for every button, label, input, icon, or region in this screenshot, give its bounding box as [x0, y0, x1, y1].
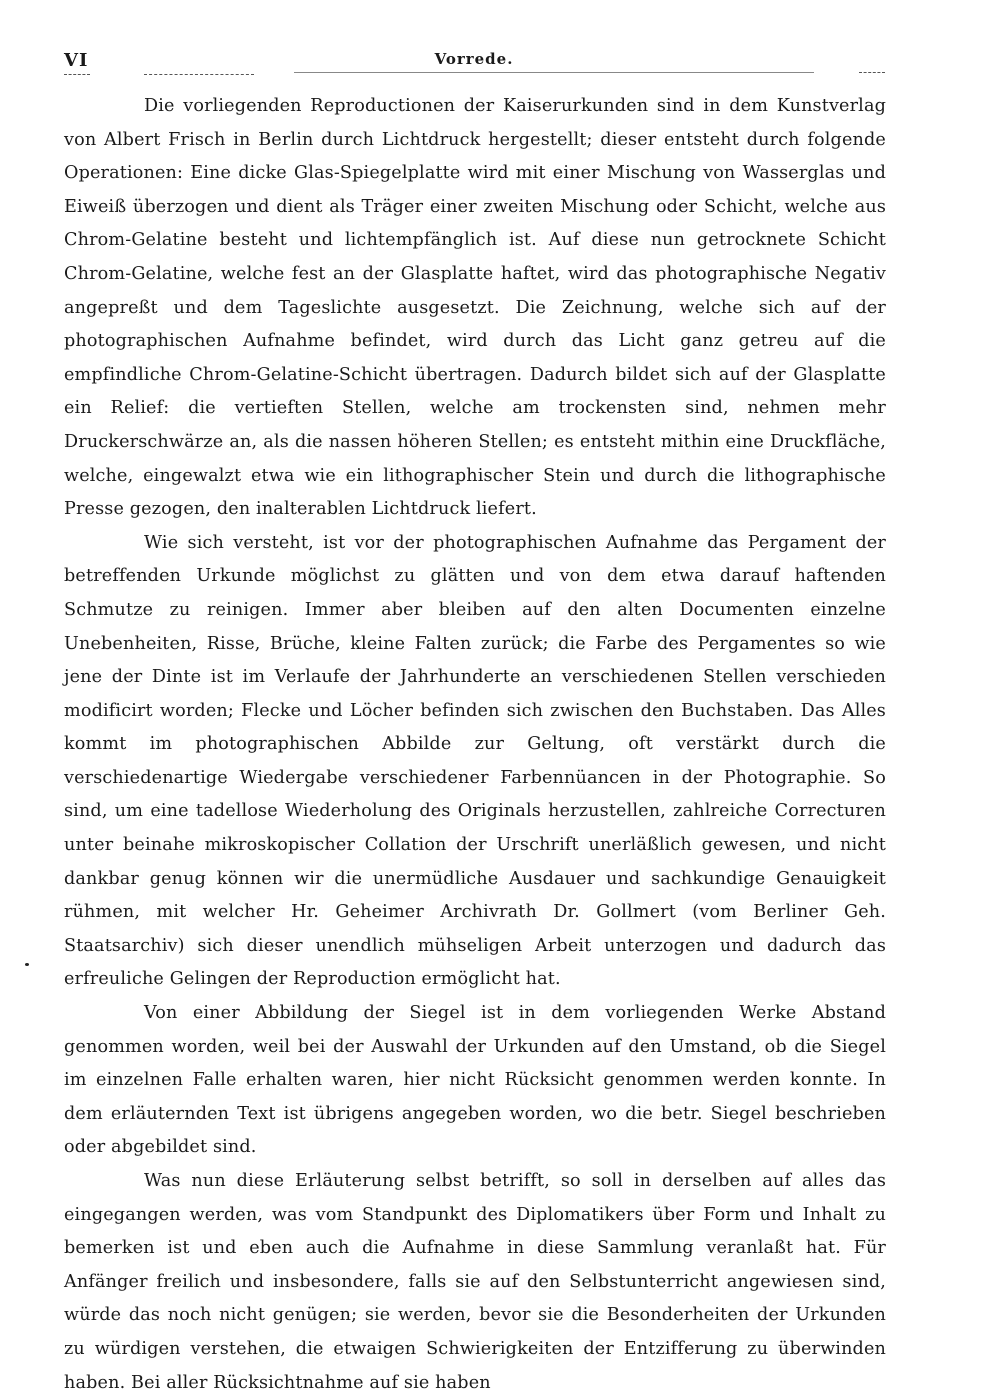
paragraph: Von einer Abbildung der Siegel ist in dem vorliegenden Werke Abstand genommen worden, weil bei der Auswahl der Urkunden auf den Umstand, ob die Siegel im einzelnen Falle erhalten waren, hier nicht Rücksicht genommen werden konnte. In dem erläuternden Text ist übrigens angegeben worden, wo die betr. Siegel beschrieben oder abgebildet sind.: [64, 1003, 886, 1158]
header-rule: [144, 74, 254, 75]
paragraph: Die vorliegenden Reproductionen der Kaiserurkunden sind in dem Kunstverlag von Albert Frisch in Berlin durch Lichtdruck hergestellt; dieser entsteht durch folgende Operationen: Eine dicke Glas-Spiegelplatte wird mit einer Mischung von Wasserglas und Eiweiß überzogen und dient als Träger einer zweiten Mischung oder Schicht, welche aus Chrom-Gelatine besteht und lichtempfänglich ist. Auf diese nun getrocknete Schicht Chrom-Gelatine, welche fest an der Glasplatte haftet, wird das photographische Negativ angepreßt und dem Tageslichte ausgesetzt. Die Zeichnung, welche sich auf der photographischen Aufnahme befindet, wird durch das Licht ganz getreu auf die empfindliche Chrom-Gelatine-Schicht übertragen. Dadurch bildet sich auf der Glasplatte ein Relief: die vertieften Stellen, welche am trockensten sind, nehmen mehr Druckerschwärze an, als die nassen höheren Stellen; es entsteht mithin eine Druckfläche, welche, eingewalzt etwa wie ein lithographischer Stein und durch die lithographische Presse gezogen, den inalterablen Lichtdruck liefert.: [64, 96, 886, 520]
header-rule: [64, 74, 90, 75]
header-rule: [294, 72, 814, 73]
running-title: Vorrede.: [434, 50, 514, 68]
margin-mark: [25, 963, 29, 966]
paragraph: Wie sich versteht, ist vor der photographischen Aufnahme das Pergament der betreffenden Urkunde möglichst zu glätten und von dem etwa darauf haftenden Schmutze zu reinigen. Immer aber bleiben auf den alten Documenten einzelne Unebenheiten, Risse, Brüche, kleine Falten zurück; die Farbe des Pergamentes so wie jene der Dinte ist im Verlaufe der Jahrhunderte an verschiedenen Stellen verschieden modificirt worden; Flecke und Löcher befinden sich zwischen den Buchstaben. Das Alles kommt im photographischen Abbilde zur Geltung, oft verstärkt durch die verschiedenartige Wiedergabe verschiedener Farbennüancen in der Photographie. So sind, um eine tadellose Wiederholung des Originals herzustellen, zahlreiche Correcturen unter beinahe mikroskopischer Collation der Urschrift unerläßlich gewesen, und nicht dankbar genug können wir die unermüdliche Ausdauer und sachkundige Genauigkeit rühmen, mit welcher Hr. Geheimer Archivrath Dr. Gollmert (vom Berliner Geh. Staatsarchiv) sich dieser unendlich mühseligen Arbeit unterzogen und dadurch das erfreuliche Gelingen der Reproduction ermöglicht hat.: [64, 532, 886, 990]
header-rule: [859, 72, 885, 73]
paragraph: Was nun diese Erläuterung selbst betrifft, so soll in derselben auf alles das eingegangen werden, was vom Standpunkt des Diplomatikers über Form und Inhalt zu bemerken ist und eben auch die Aufnahme in diese Sammlung veranlaßt hat. Für Anfänger freilich und insbesondere, falls sie auf den Selbstunterricht angewiesen sind, würde das noch nicht genügen; sie werden, bevor sie die Besonderheiten der Urkunden zu würdigen verstehen, die etwaigen Schwierigkeiten der Entzifferung zu überwinden haben. Bei aller Rücksichtnahme auf sie haben: [64, 1171, 886, 1393]
page-header: [64, 44, 884, 78]
page-number: VI: [64, 50, 89, 71]
body-text: [64, 90, 886, 1400]
